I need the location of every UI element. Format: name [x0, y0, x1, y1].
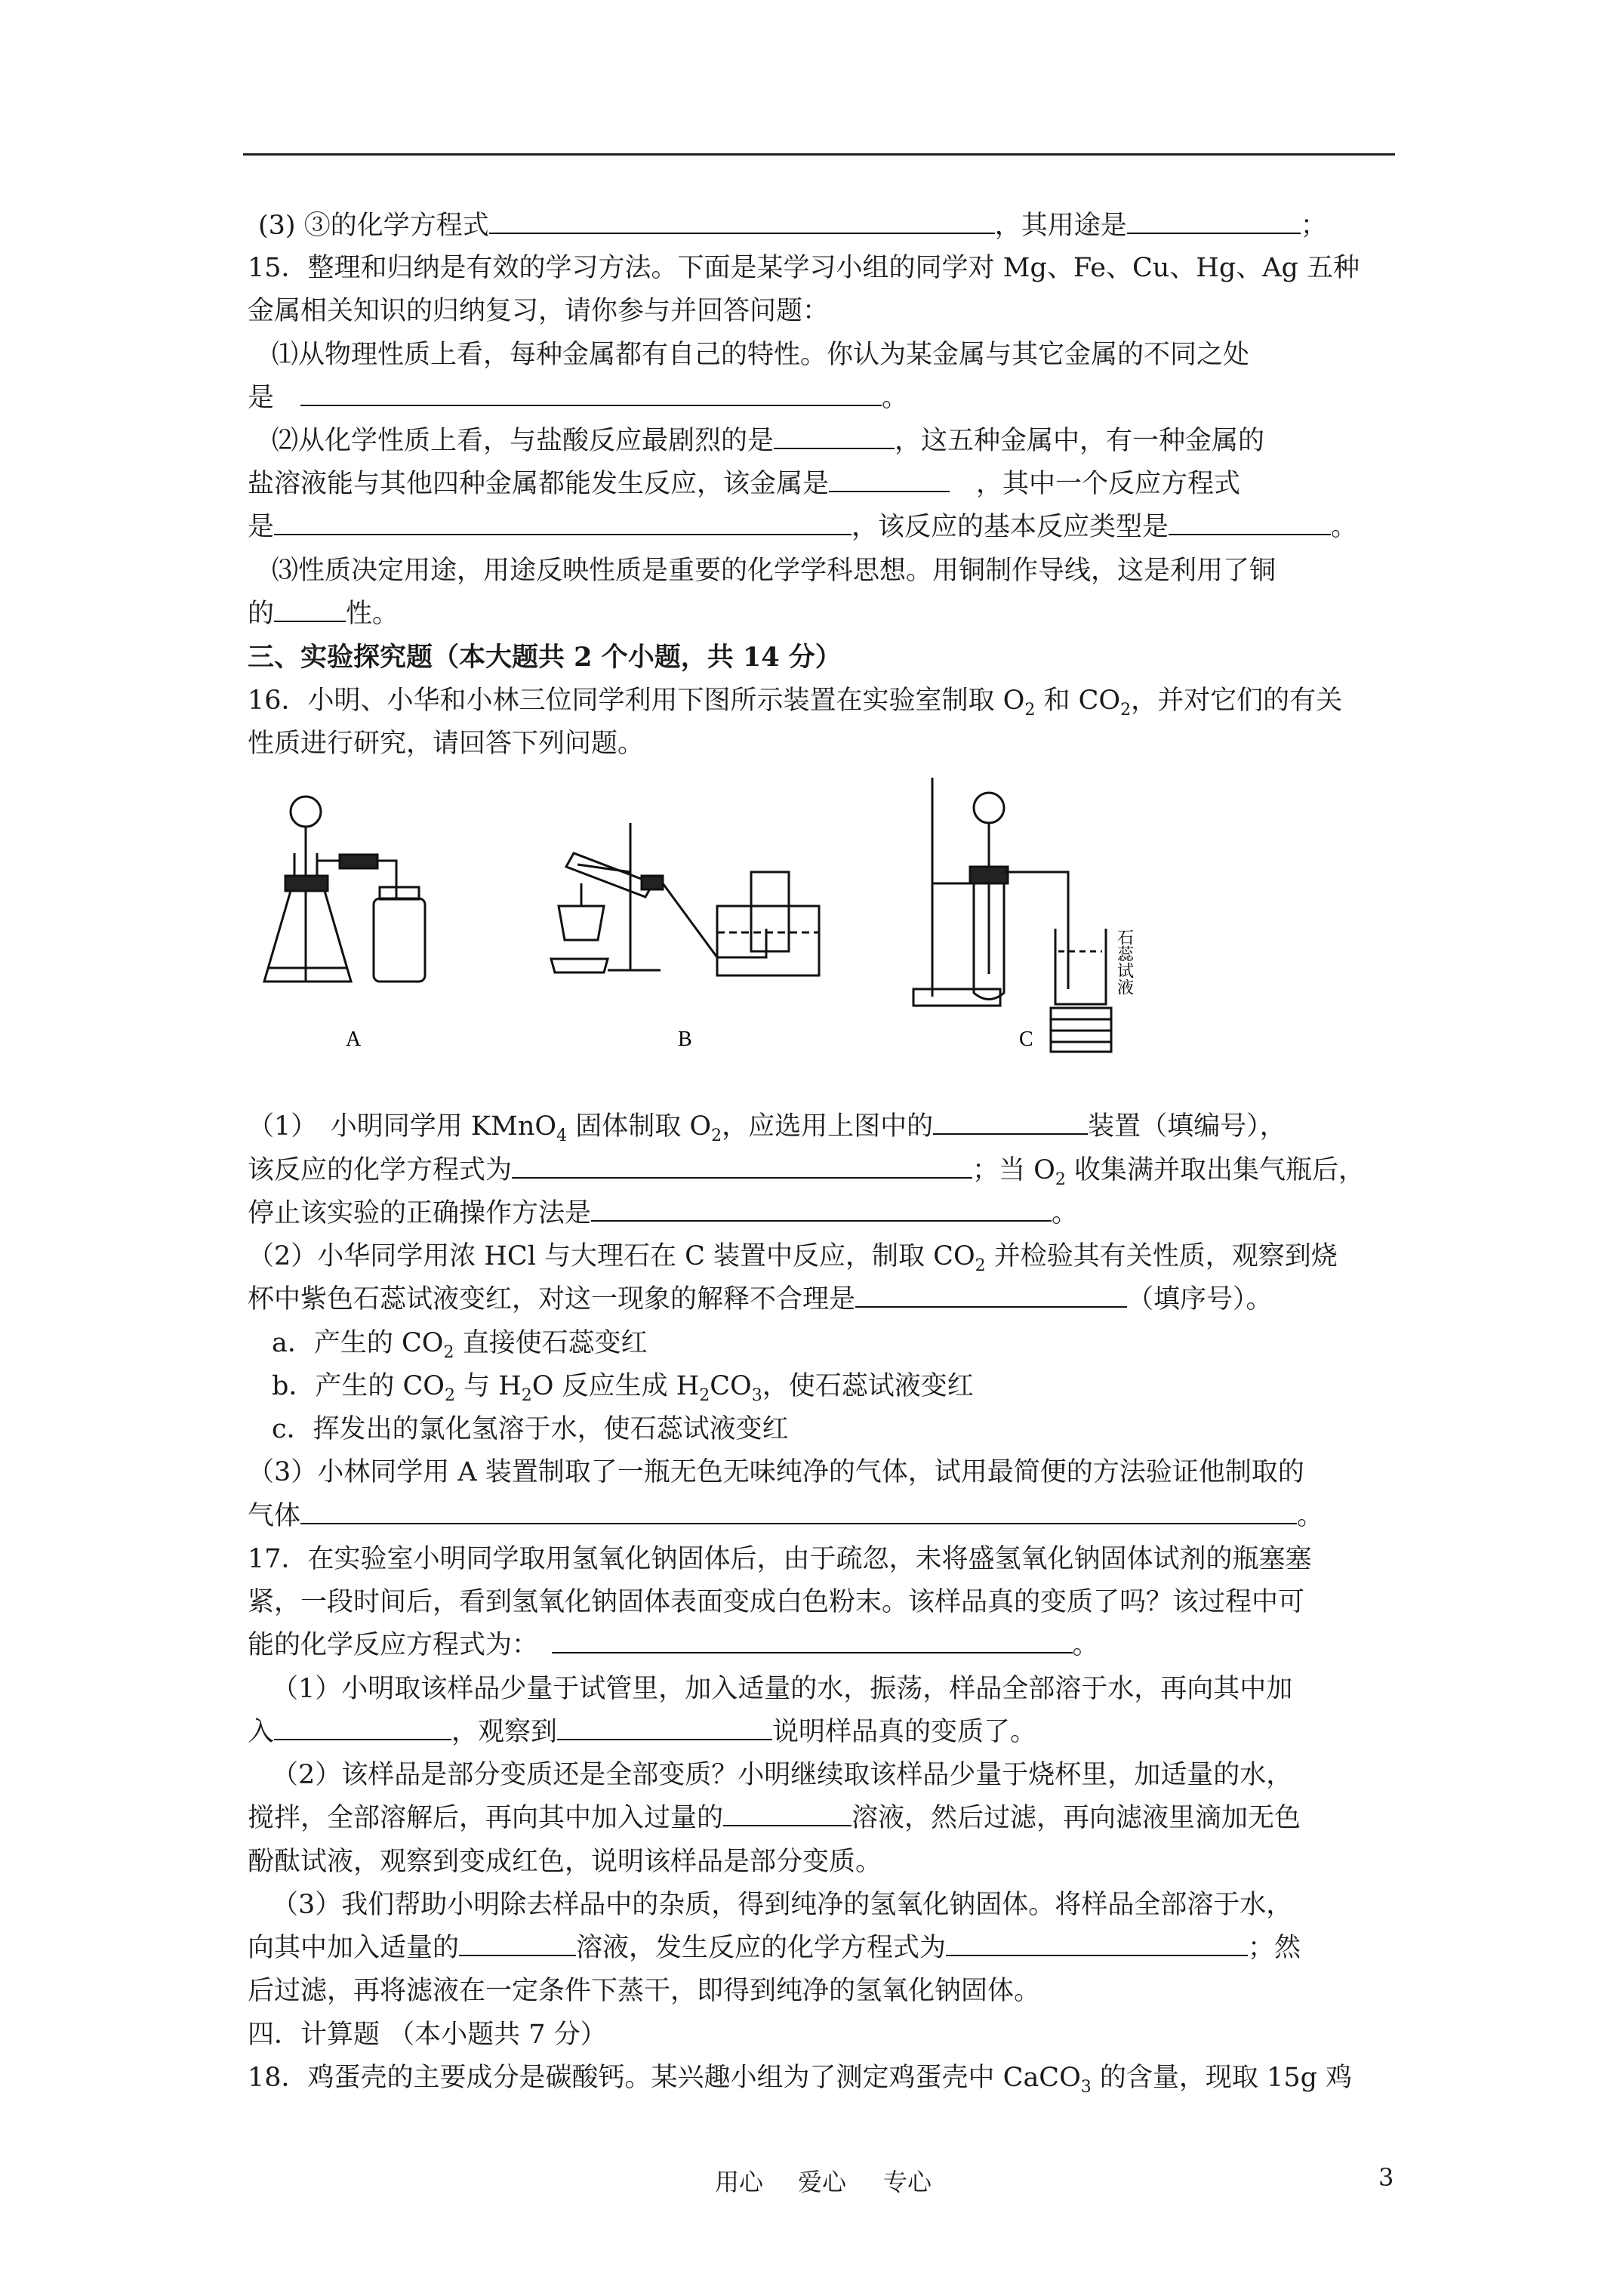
answer-blank[interactable] [855, 1279, 1127, 1308]
q17-intro-line3: 能的化学反应方程式为： 。 [248, 1625, 1395, 1666]
q16-intro-line2: 性质进行研究，请回答下列问题。 [248, 729, 645, 759]
q17-part2-line3: 酚酞试液，观察到变成红色，说明该样品是部分变质。 [248, 1847, 882, 1877]
answer-blank[interactable] [933, 1106, 1088, 1135]
q15-part3-line2: 的 性。 [248, 593, 1395, 634]
apparatus-c-diagram [913, 778, 1111, 1052]
answer-blank[interactable] [723, 1798, 852, 1826]
q15-intro-line1: 15．整理和归纳是有效的学习方法。下面是某学习小组的同学对 Mg、Fe、Cu、Hg、Ag 五种 [248, 253, 1360, 283]
apparatus-b-diagram [551, 823, 819, 975]
q17-part3-line2: 向其中加入适量的 溶液，发生反应的化学方程式为 ；然 [248, 1928, 1395, 1968]
figure-label-c: C [1019, 1028, 1033, 1051]
q15-part2-line2: 盐溶液能与其他四种金属都能发生反应，该金属是 ，其中一个反应方程式 [248, 464, 1395, 504]
q16-part2-line2: 杯中紫色石蕊试液变红，对这一现象的解释不合理是 （填序号）。 [248, 1279, 1395, 1320]
q17-part2-line2: 搅拌，全部溶解后，再向其中加入过量的 溶液，然后过滤，再向滤液里滴加无色 [248, 1798, 1395, 1838]
q16-option-b: b．产生的 $CO_2$ 与 $H_2O$ 反应生成 $H_2CO_3$，使石蕊试液变红 [272, 1371, 974, 1405]
answer-blank[interactable] [591, 1193, 1052, 1222]
q17-part1-line1: （1）小明取该样品少量于试管里，加入适量的水，振荡，样品全部溶于水，再向其中加 [272, 1674, 1293, 1704]
answer-blank[interactable] [300, 1496, 1297, 1524]
q15-part2-line1: ⑵从化学性质上看，与盐酸反应最剧烈的是 ，这五种金属中，有一种金属的 [272, 421, 1419, 461]
q17-part3-line3: 后过滤，再将滤液在一定条件下蒸干，即得到纯净的氢氧化钠固体。 [248, 1976, 1041, 2006]
answer-blank[interactable] [829, 464, 950, 492]
q17-intro-line2: 紧，一段时间后，看到氢氧化钠固体表面变成白色粉末。该样品真的变质了吗？该过程中可 [248, 1587, 1305, 1617]
q14-part3-line: (3) ③的化学方程式 ，其用途是 ； [258, 205, 1406, 246]
answer-blank[interactable] [274, 593, 346, 622]
answer-blank[interactable] [946, 1928, 1248, 1956]
section-3-heading: 三、实验探究题（本大题共 2 个小题，共 14 分） [248, 642, 842, 673]
q15-part3-line1: ⑶性质决定用途，用途反映性质是重要的化学学科思想。用铜制作导线，这是利用了铜 [272, 556, 1277, 586]
q18-line1: 18．鸡蛋壳的主要成分是碳酸钙。某兴趣小组为了测定鸡蛋壳中 CaCO$_3$ 的含量，现取 15g 鸡 [248, 2063, 1353, 2097]
q16-option-a: a．产生的 $CO_2$ 直接使石蕊变红 [272, 1328, 648, 1362]
header-rule [243, 153, 1395, 156]
answer-blank[interactable] [512, 1150, 972, 1179]
figure-label-b: B [678, 1028, 692, 1051]
answer-blank[interactable] [300, 378, 882, 406]
answer-blank[interactable] [557, 1712, 772, 1740]
q15-intro-line2: 金属相关知识的归纳复习，请你参与并回答问题： [248, 296, 830, 326]
footer-motto-2: 爱心 [798, 2168, 847, 2196]
apparatus-figure [249, 778, 1170, 1065]
answer-blank[interactable] [274, 1712, 451, 1740]
q17-part3-line1: （3）我们帮助小明除去样品中的杂质，得到纯净的氢氧化钠固体。将样品全部溶于水， [272, 1890, 1293, 1920]
q17-part2-line1: （2）该样品是部分变质还是全部变质？小明继续取该样品少量于烧杯里，加适量的水， [272, 1760, 1293, 1790]
q16-part3-line2: 气体 。 [248, 1496, 1395, 1536]
answer-blank[interactable] [489, 205, 995, 234]
answer-blank[interactable] [1127, 205, 1301, 234]
q17-part1-line2: 入 ，观察到 说明样品真的变质了。 [248, 1712, 1395, 1752]
answer-blank[interactable] [1169, 507, 1331, 535]
q17-intro-line1: 17．在实验室小明同学取用氢氧化钠固体后，由于疏忽，未将盛氢氧化钠固体试剂的瓶塞塞 [248, 1544, 1312, 1574]
answer-blank[interactable] [774, 421, 895, 449]
q16-part1-line3: 停止该实验的正确操作方法是 。 [248, 1193, 1395, 1234]
apparatus-a-diagram [264, 797, 425, 982]
answer-blank[interactable] [274, 507, 852, 535]
answer-blank[interactable] [552, 1625, 1073, 1653]
q16-option-c: c．挥发出的氯化氢溶于水，使石蕊试液变红 [272, 1414, 789, 1444]
page-number: 3 [1378, 2163, 1394, 2192]
q16-part1-line2: 该反应的化学方程式为 ；当 $O_2$ 收集满并取出集气瓶后， [248, 1150, 1395, 1191]
q15-part2-line3: 是 ，该反应的基本反应类型是 。 [248, 507, 1395, 547]
answer-blank[interactable] [459, 1928, 576, 1956]
figure-litmus-label: 石蕊试液 [1115, 929, 1135, 995]
q15-part1-line1: ⑴从物理性质上看，每种金属都有自己的特性。你认为某金属与其它金属的不同之处 [272, 340, 1250, 370]
footer-motto-3: 专心 [883, 2168, 932, 2196]
q16-intro-line1: 16．小明、小华和小林三位同学利用下图所示装置在实验室制取 $O_2$ 和 $CO_2$，并对它们的有关 [248, 686, 1343, 720]
footer-motto-1: 用心 [715, 2168, 764, 2196]
figure-label-a: A [346, 1028, 362, 1051]
q16-part3-line1: （3）小林同学用 A 装置制取了一瓶无色无味纯净的气体，试用最简便的方法验证他制取的 [248, 1457, 1304, 1487]
q15-part1-line2: 是 。 [248, 378, 1395, 418]
q16-part1-line1: （1） 小明同学用 KMnO$_4$ 固体制取 $O_2$，应选用上图中的 装置（填编号）， [248, 1106, 1395, 1147]
q16-part2-line1: （2）小华同学用浓 HCl 与大理石在 C 装置中反应，制取 $CO_2$ 并检验其有关性质，观察到烧 [248, 1241, 1338, 1275]
section-4-heading: 四．计算题 （本小题共 7 分） [248, 2020, 607, 2050]
